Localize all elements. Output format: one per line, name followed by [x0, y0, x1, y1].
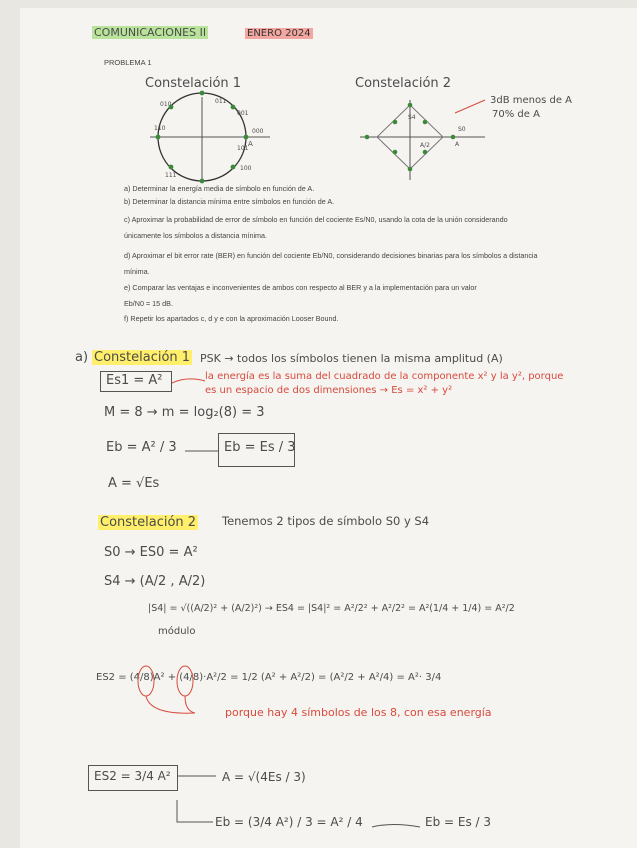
header-title-left: COMUNICACIONES II	[94, 26, 207, 39]
solution-c2-note: Tenemos 2 tipos de símbolo S0 y S4	[222, 514, 430, 528]
const2-label-s4: S4	[408, 114, 416, 121]
label-modulo: módulo	[158, 626, 196, 637]
const2-label-a: A	[455, 141, 460, 148]
red-note-energy-2: es un espacio de dos dimensiones → Es = x² + y²	[205, 385, 453, 396]
solution-c1-title	[92, 350, 192, 365]
const1-radius-label: A	[248, 140, 253, 148]
red-note-energy-1: la energía es la suma del cuadrado de la componente x² y la y², porque	[205, 371, 564, 382]
header-date	[245, 28, 313, 39]
eq-eb2-final: Eb = Es / 3	[425, 815, 492, 829]
item-a-text: Determinar la energía media de símbolo en función de A.	[132, 184, 315, 193]
const2-note-3db: 3dB menos de A	[490, 95, 573, 106]
item-c-letter: c)	[124, 215, 130, 224]
const1-label-100: 100	[240, 165, 252, 172]
eq-s4: S4 → (A/2 , A/2)	[104, 574, 206, 589]
red-note-four-symbols: porque hay 4 símbolos de los 8, con esa energía	[225, 706, 492, 719]
eq-s0: S0 → ES0 = A²	[104, 545, 198, 560]
const1-label-011: 011	[215, 98, 227, 105]
paper-sheet	[20, 8, 637, 848]
solution-c1-note: PSK → todos los símbolos tienen la misma amplitud (A)	[200, 352, 503, 365]
eq-eb2: Eb = (3/4 A²) / 3 = A² / 4	[215, 815, 363, 829]
const1-label-000: 000	[252, 128, 264, 135]
eq-eb: Eb = A² / 3	[106, 440, 177, 455]
item-b-letter: b)	[124, 197, 131, 206]
arrow-eb	[185, 447, 220, 455]
header-date-text: ENERO 2024	[247, 28, 311, 39]
constellation-2-diagram	[355, 95, 495, 185]
arrow-eb2	[175, 800, 215, 830]
problem-label: PROBLEMA 1	[104, 58, 152, 67]
item-f	[124, 314, 484, 324]
item-b-text: Determinar la distancia mínima entre símbolos en función de A.	[132, 197, 335, 206]
item-f-letter: f)	[124, 314, 129, 323]
item-c	[124, 212, 544, 244]
eq-a: A = √Es	[108, 476, 160, 491]
const1-label-001: 001	[237, 110, 249, 117]
const2-label-half-a: A/2	[420, 142, 430, 149]
solution-a-label: a)	[75, 350, 89, 365]
eq-eb-box: Eb = Es / 3	[224, 440, 296, 455]
arrow-a2	[178, 772, 218, 782]
item-e-letter: e)	[124, 283, 131, 292]
const2-title: Constelación 2	[355, 76, 452, 91]
solution-c2-title-text: Constelación 2	[100, 515, 197, 530]
item-c-text: Aproximar la probabilidad de error de símbolo en función del cociente Es/N0, usando la cota de la unión considerando únicamente los símbolos a distancia mínima.	[124, 215, 508, 240]
circle-marks	[135, 663, 195, 733]
item-d-text: Aproximar el bit error rate (BER) en función del cociente Eb/N0, considerando decisiones binarias para los símbolos a distancia mínima.	[124, 251, 538, 276]
const1-label-010: 010	[160, 101, 172, 108]
item-d	[124, 248, 544, 280]
const2-note-70: 70% de A	[492, 109, 540, 120]
item-a	[124, 184, 484, 194]
item-e-text: Comparar las ventajas e inconvenientes de ambos con respecto al BER y a la implementación para un valor Eb/N0 = 15 dB.	[124, 283, 477, 308]
constellation-1-diagram	[140, 95, 280, 185]
const1-label-111: 111	[165, 172, 177, 179]
solution-c2-title	[98, 515, 198, 530]
item-d-letter: d)	[124, 251, 131, 260]
header-title	[92, 26, 208, 39]
solution-c1-title-text: Constelación 1	[94, 350, 191, 365]
arrow-energy	[172, 378, 207, 388]
const1-label-101: 101	[237, 145, 249, 152]
arrow-eb2-final	[372, 822, 422, 832]
item-e	[124, 280, 484, 312]
item-f-text: Repetir los apartados c, d y e con la aproximación Looser Bound.	[130, 314, 339, 323]
eq-es1: Es1 = A²	[106, 373, 163, 388]
item-a-letter: a)	[124, 184, 131, 193]
eq-m: M = 8 → m = log₂(8) = 3	[104, 405, 265, 420]
const2-label-s0: S0	[458, 126, 466, 133]
eq-a2: A = √(4Es / 3)	[222, 770, 306, 784]
eq-es2: ES2 = (4/8)A² + (4/8)·A²/2 = 1/2 (A² + A²/2) = (A²/2 + A²/4) = A²· 3/4	[96, 672, 442, 683]
eq-es2-box: ES2 = 3/4 A²	[94, 769, 171, 783]
item-b	[124, 197, 484, 207]
eq-s4-mod: |S4| = √((A/2)² + (A/2)²) → ES4 = |S4|² = A²/2² + A²/2² = A²(1/4 + 1/4) = A²/2	[148, 603, 515, 614]
const1-label-110: 110	[154, 125, 166, 132]
const1-title: Constelación 1	[145, 76, 242, 91]
